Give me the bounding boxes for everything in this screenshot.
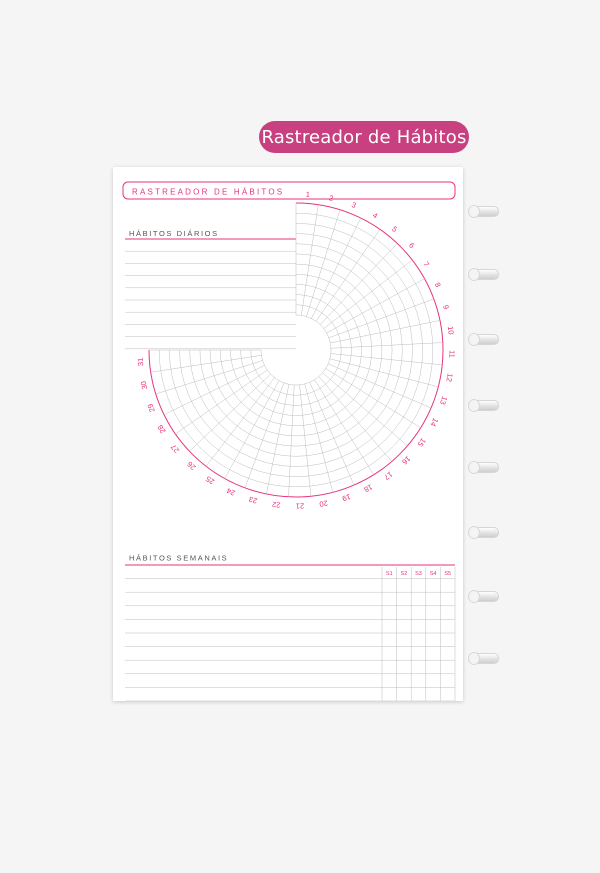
wheel-day-label: 20 bbox=[318, 498, 329, 509]
wheel-day-label: 13 bbox=[438, 395, 450, 406]
weekly-column-header: S3 bbox=[415, 571, 422, 577]
wheel-spoke bbox=[164, 365, 265, 414]
wheel-spoke bbox=[320, 243, 397, 324]
wheel-ring bbox=[251, 305, 341, 395]
wheel-spoke bbox=[289, 385, 295, 497]
wheel-day-label: 21 bbox=[295, 501, 305, 511]
wheel-spoke bbox=[311, 218, 360, 319]
wheel-day-label: 30 bbox=[138, 380, 150, 391]
habit-wheel bbox=[149, 203, 443, 497]
wheel-day-label: 10 bbox=[445, 325, 456, 335]
wheel-spoke bbox=[266, 384, 289, 494]
wheel-day-label: 8 bbox=[432, 281, 443, 289]
weekly-column-header: S2 bbox=[400, 571, 408, 577]
wheel-spoke bbox=[156, 360, 263, 394]
wheel-day-label: 22 bbox=[271, 499, 281, 510]
wheel-spoke bbox=[331, 343, 443, 349]
wheel-spoke bbox=[316, 229, 380, 321]
wheel-day-label: 29 bbox=[145, 402, 157, 414]
wheel-day-label: 7 bbox=[421, 259, 432, 269]
wheel-day-label: 9 bbox=[441, 303, 451, 311]
binder-ring-3 bbox=[471, 334, 499, 345]
wheel-day-label: 5 bbox=[390, 224, 400, 234]
daily-habits-label: HÁBITOS DIÁRIOS bbox=[129, 229, 219, 238]
wheel-day-label: 2 bbox=[328, 193, 335, 203]
wheel-spoke bbox=[245, 383, 284, 488]
wheel-spoke bbox=[329, 299, 434, 338]
habit-tracker-page bbox=[113, 167, 463, 701]
wheel-day-label: 3 bbox=[350, 200, 358, 211]
header-title: RASTREADOR DE HÁBITOS bbox=[132, 187, 285, 197]
wheel-spoke bbox=[323, 373, 408, 446]
wheel-spoke bbox=[326, 369, 421, 428]
wheel-day-label: 26 bbox=[185, 459, 198, 472]
binder-ring-1 bbox=[471, 206, 499, 217]
wheel-day-label: 17 bbox=[382, 469, 395, 482]
wheel-spoke bbox=[330, 320, 440, 343]
wheel-day-label: 1 bbox=[305, 189, 311, 200]
wheel-day-label: 12 bbox=[444, 372, 455, 383]
wheel-spoke bbox=[306, 210, 340, 317]
binder-ring-2 bbox=[471, 269, 499, 280]
weekly-column-header: S1 bbox=[385, 571, 393, 577]
wheel-day-label: 15 bbox=[415, 436, 428, 449]
weekly-column-header: S5 bbox=[444, 571, 452, 577]
binder-ring-5 bbox=[471, 462, 499, 473]
weekly-column-header: S4 bbox=[429, 571, 437, 577]
title-badge bbox=[259, 121, 469, 153]
wheel-day-label: 6 bbox=[407, 240, 417, 250]
wheel-spoke bbox=[324, 260, 413, 329]
weekly-habits-label: HÁBITOS SEMANAIS bbox=[129, 553, 229, 563]
binder-ring-6 bbox=[471, 527, 499, 538]
wheel-spoke bbox=[206, 378, 275, 467]
wheel-day-label: 25 bbox=[204, 474, 217, 487]
wheel-spoke bbox=[151, 355, 262, 372]
daily-habit-lines bbox=[125, 239, 296, 349]
planner-sheet bbox=[113, 167, 463, 701]
wheel-day-label: 11 bbox=[447, 349, 457, 358]
wheel-day-label: 14 bbox=[428, 416, 441, 429]
wheel-day-label: 19 bbox=[341, 492, 352, 504]
weekly-habit-grid bbox=[125, 565, 455, 701]
wheel-ring bbox=[261, 315, 331, 385]
wheel-day-label: 27 bbox=[168, 442, 182, 455]
wheel-spoke bbox=[175, 370, 267, 434]
wheel-day-label: 23 bbox=[247, 494, 259, 506]
wheel-spoke bbox=[315, 380, 374, 475]
wheel-day-label: 24 bbox=[225, 485, 237, 498]
wheel-day-label: 31 bbox=[135, 357, 146, 367]
wheel-day-label: 28 bbox=[155, 423, 168, 436]
title-badge-text: Rastreador de Hábitos bbox=[261, 126, 467, 148]
wheel-day-label: 4 bbox=[371, 210, 380, 221]
binder-ring-7 bbox=[471, 591, 499, 602]
wheel-spoke bbox=[319, 377, 392, 462]
wheel-spoke bbox=[189, 374, 270, 451]
binder-ring-8 bbox=[471, 653, 499, 664]
binder-ring-4 bbox=[471, 400, 499, 411]
wheel-day-label: 18 bbox=[362, 482, 375, 495]
wheel-spoke bbox=[301, 205, 318, 316]
wheel-day-label: 16 bbox=[400, 454, 413, 467]
